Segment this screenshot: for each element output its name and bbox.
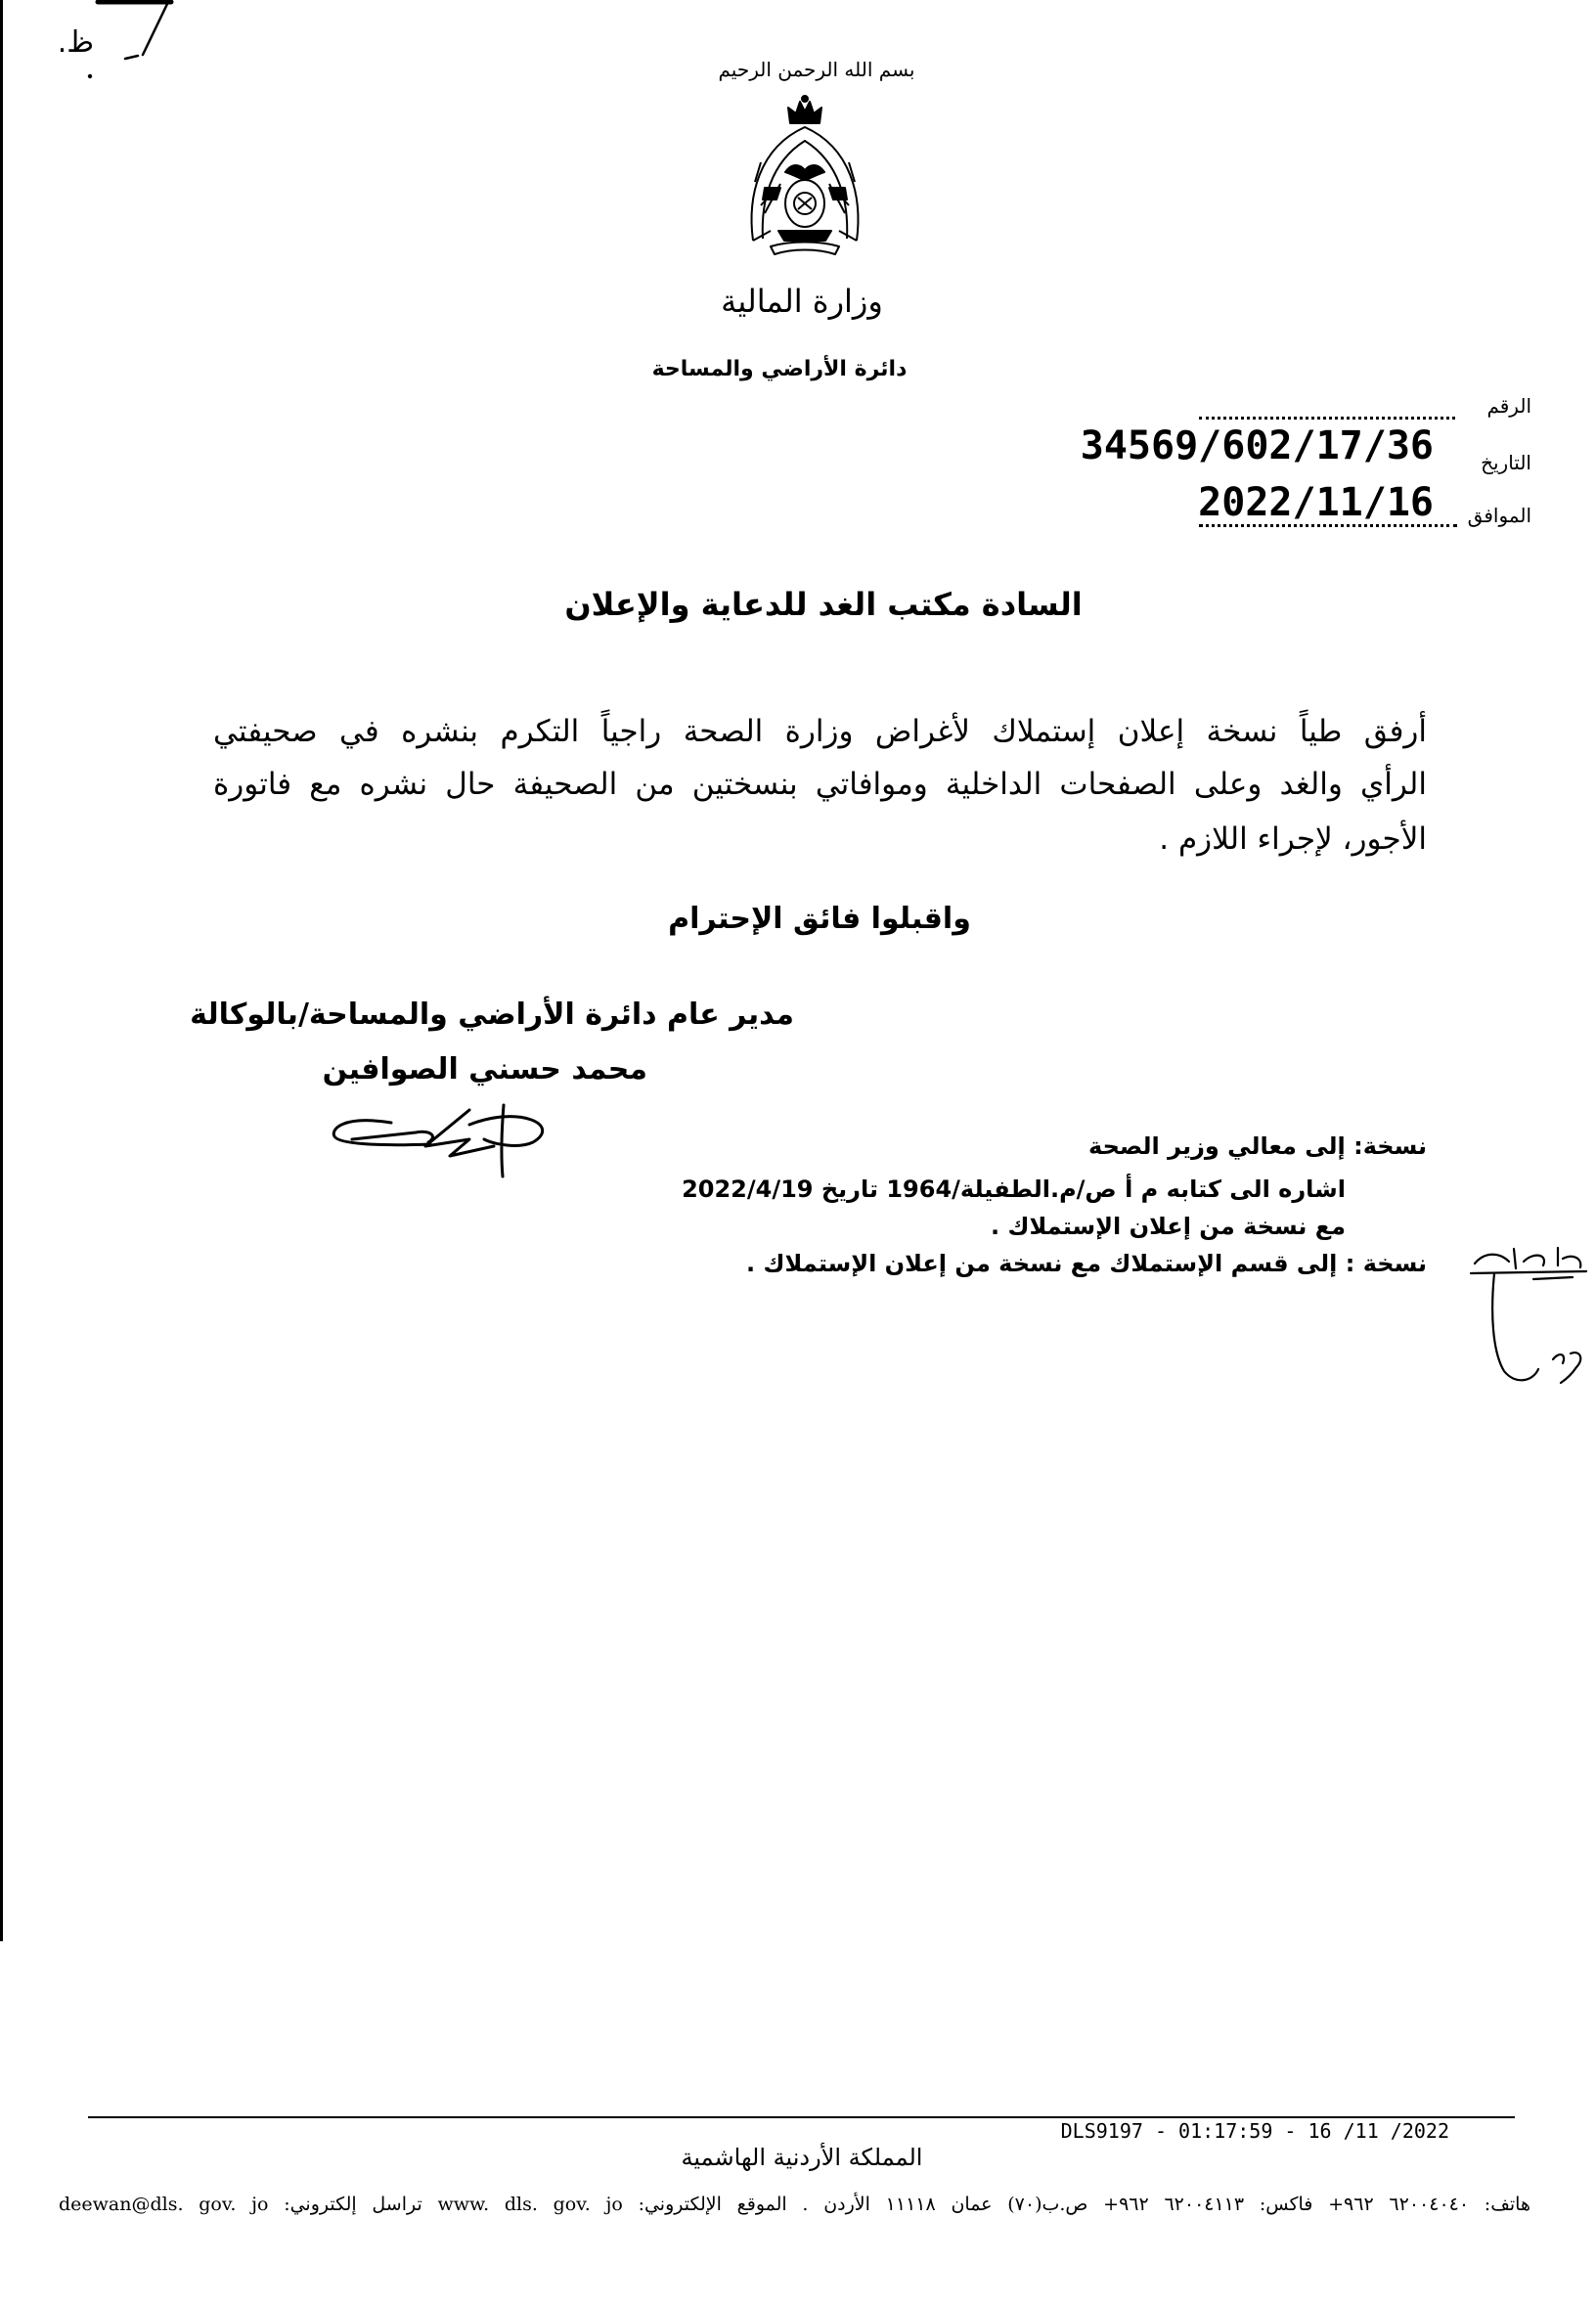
reference-corresponding-label: الموافق — [1467, 504, 1531, 527]
department-name: دائرة الأراضي والمساحة — [651, 357, 908, 381]
reference-number-label: الرقم — [1486, 394, 1531, 418]
body-line: أرفق طياً نسخة إعلان إستملاك لأغراض وزارة الصحة راجياً التكرم بنشره في صحيفتي — [213, 714, 1427, 749]
handwritten-initials-icon — [1465, 1244, 1592, 1396]
kingdom-name: المملكة الأردنية الهاشمية — [681, 2144, 923, 2171]
reference-date-label: التاريخ — [1481, 451, 1531, 474]
body-line: الأجور، لإجراء اللازم . — [1159, 821, 1427, 857]
signatory-title: مدير عام دائرة الأراضي والمساحة/بالوكالة — [190, 998, 794, 1032]
reference-date: 2022/11/16 — [1198, 480, 1434, 525]
top-corner-marks — [0, 0, 196, 98]
system-code: DLS9197 - 01:17:59 - 16 /11 /2022 — [1060, 2119, 1449, 2143]
signatory-name: محمد حسني الصوافين — [322, 1052, 647, 1087]
page-left-edge — [0, 0, 3, 1941]
jordan-coat-of-arms-icon — [741, 94, 868, 258]
copy-recipient: نسخة: إلى معالي وزير الصحة — [1088, 1132, 1427, 1160]
reference-number: 34569/602/17/36 — [1080, 423, 1434, 468]
reference-dotted-line — [1199, 417, 1455, 420]
copy-detail: مع نسخة من إعلان الإستملاك . — [990, 1213, 1346, 1240]
closing: واقبلوا فائق الإحترام — [668, 902, 971, 936]
basmala: بسم الله الرحمن الرحيم — [718, 58, 915, 81]
contact-line: هاتف: ٦٢٠٠٤٠٤٠ ٩٦٢+ فاكس: ٦٢٠٠٤١١٣ ٩٦٢+ ص.ب(٧٠) عمان ١١١١٨ الأردن . الموقع الإلكتروني: www. dls. gov. jo تراسل إلكتروني: deewan@dls. gov. jo — [59, 2194, 1530, 2215]
ministry-name: وزارة المالية — [721, 283, 883, 320]
handwritten-signature-icon — [323, 1086, 577, 1183]
footer-rule — [88, 2116, 1515, 2118]
copy-detail: اشاره الى كتابه م أ ص/م.الطفيلة/1964 تاريخ 2022/4/19 — [682, 1176, 1346, 1203]
handwritten-top-mark: ظ. — [57, 25, 94, 60]
recipient: السادة مكتب الغد للدعاية والإعلان — [564, 586, 1083, 623]
body-line: الرأي والغد وعلى الصفحات الداخلية وموافاتي بنسختين من الصحيفة حال نشره مع فاتورة — [213, 767, 1427, 802]
copy-recipient: نسخة : إلى قسم الإستملاك مع نسخة من إعلان الإستملاك . — [746, 1250, 1427, 1277]
